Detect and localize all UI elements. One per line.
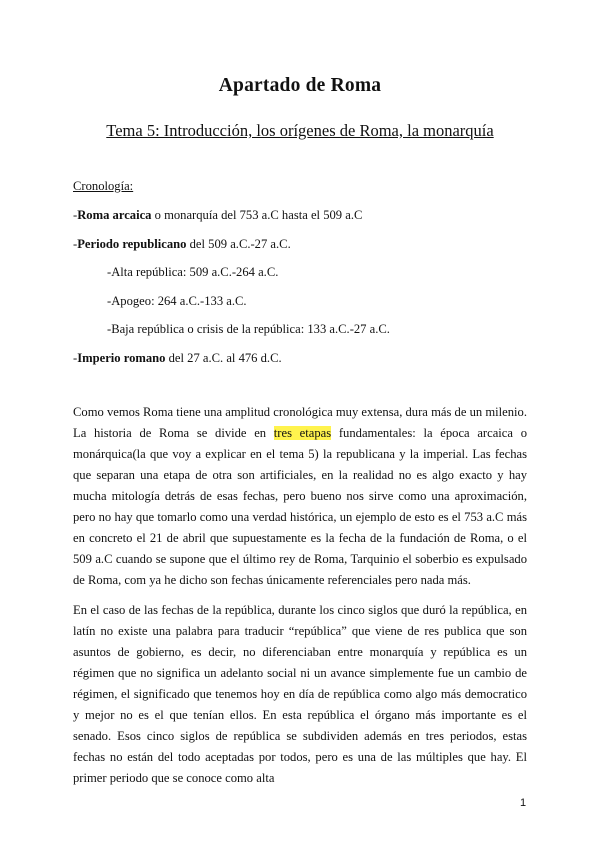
chronology-item bbox=[73, 207, 533, 236]
highlighted-text: tres etapas bbox=[273, 426, 332, 440]
body-paragraph-1 bbox=[73, 402, 527, 591]
chronology-item-period: Periodo republicano bbox=[77, 236, 187, 251]
body-paragraph-2: En el caso de las fechas de la república, durante los cinco siglos que duró la república, en latín no existe una palabra para traducir “república” que viene de res publica que son asuntos de gobierno, es decir, no diferenciaban entre monarquía y república es un régimen que no significa un adelanto social ni un avance simplemente fue un cambio de régimen, el significado que tenemos hoy en día de república como algo más democratico y mejor no es el que tenían ellos. En esta república el órgano más importante es el senado. Esos cinco siglos de república se subdividen además en tres periodos, estas fechas no están del todo aceptadas por todos, pero es una de las múltiples que hay. El primer periodo que se conoce como alta bbox=[73, 603, 527, 785]
chronology-subitem bbox=[73, 293, 533, 322]
chronology-subitem bbox=[73, 321, 533, 350]
chronology-item-prefix: - bbox=[73, 350, 78, 365]
chronology-subitem bbox=[73, 264, 533, 293]
chronology-heading: Cronología: bbox=[73, 179, 134, 193]
paragraph-text: Como vemos Roma tiene una amplitud cronológica muy extensa, dura más de un milenio. La historia de Roma se divide en bbox=[73, 405, 527, 440]
chronology-subitem-text: -Alta república: 509 a.C.-264 a.C. bbox=[107, 265, 279, 279]
chronology-subitem-text: -Baja república o crisis de la república: 133 a.C.-27 a.C. bbox=[107, 322, 390, 336]
chronology-subitem-text: -Apogeo: 264 a.C.-133 a.C. bbox=[107, 293, 247, 308]
chronology-section bbox=[73, 178, 533, 378]
chronology-item-period: Roma arcaica bbox=[77, 208, 152, 222]
document-title: Apartado de Roma bbox=[218, 75, 382, 96]
chronology-item-prefix: - bbox=[73, 236, 78, 251]
chronology-item-prefix: - bbox=[73, 208, 78, 222]
page-number: 1 bbox=[520, 797, 527, 809]
paragraph-text: fundamentales: la época arcaica o monárquica(la que voy a explicar en el tema 5) la republicana y la imperial. Las fechas que separan una etapa de otra son artificiales, en la realidad no es algo exacto y hay mucha mitología detrás de esas fechas, pero bueno nos sirve como una aproximación, pero no hay que tomarlo como una verdad histórica, un ejemplo de esto es el 753 a.C más en concreto el 21 de abril que supuestamente es la fecha de la fundación de Roma, o el 509 a.C cuando se supone que el último rey de Roma, Tarquinio el soberbio es expulsado de Roma, com ya he dicho son fechas únicamente referenciales pero nada más. bbox=[73, 426, 527, 587]
chronology-item-text: del 27 a.C. al 476 d.C. bbox=[165, 350, 282, 365]
document-subtitle: Tema 5: Introducción, los orígenes de Roma, la monarquía bbox=[106, 121, 494, 140]
chronology-item-text: del 509 a.C.-27 a.C. bbox=[186, 236, 291, 251]
chronology-item-text: o monarquía del 753 a.C hasta el 509 a.C bbox=[151, 208, 363, 222]
chronology-item bbox=[73, 350, 533, 379]
chronology-item-period: Imperio romano bbox=[77, 350, 166, 365]
chronology-item bbox=[73, 236, 533, 265]
